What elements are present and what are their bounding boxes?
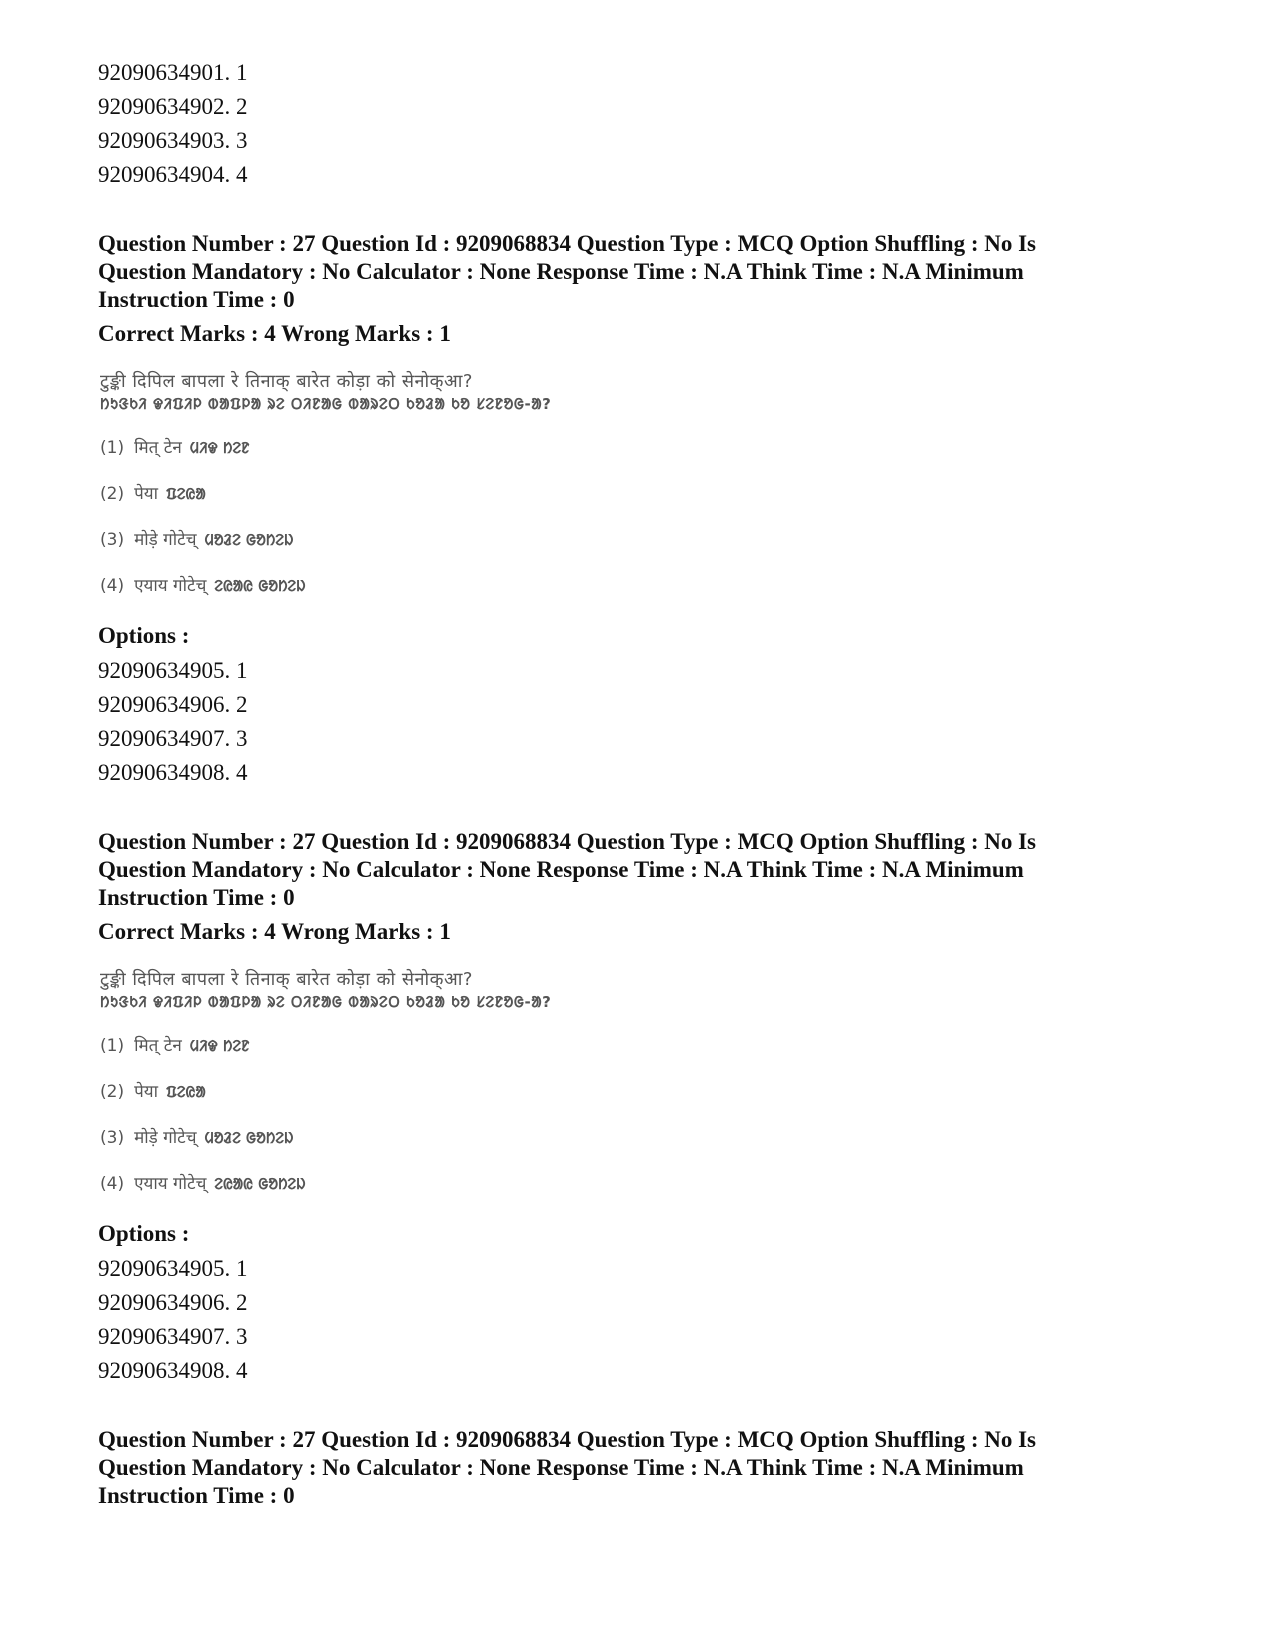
question-block [98,230,1178,790]
question-header-line: Question Number : 27 Question Id : 9209068834 Question Type : MCQ Option Shuffling : No Is [98,1427,1037,1452]
question-header-line: Question Mandatory : No Calculator : None Response Time : N.A Think Time : N.A Minimum [98,259,1024,284]
option-line: 92090634904. 4 [98,162,248,187]
choice-item: (3) मोड़े गोटेच् ᱢᱚᱲᱮ ᱜᱚᱴᱮᱡ [100,1128,294,1148]
option-line: 92090634905. 1 [98,1256,248,1281]
question-header-line: Instruction Time : 0 [98,287,295,312]
option-line: 92090634906. 2 [98,1290,248,1315]
question-text-olchiki: ᱴᱩᱝᱠᱤ ᱫᱤᱯᱤᱞ ᱵᱟᱯᱞᱟ ᱨᱮ ᱛᱤᱱᱟᱜ ᱵᱟᱨᱮᱛ ᱠᱚᱲᱟ ᱠᱚ ᱥᱮᱱᱚᱜ-ᱟ? [100,993,552,1011]
question-block [98,828,1178,1388]
option-line: 92090634908. 4 [98,760,248,785]
question-header-line: Instruction Time : 0 [98,885,295,910]
option-line: 92090634907. 3 [98,726,248,751]
question-text-olchiki: ᱴᱩᱝᱠᱤ ᱫᱤᱯᱤᱞ ᱵᱟᱯᱞᱟ ᱨᱮ ᱛᱤᱱᱟᱜ ᱵᱟᱨᱮᱛ ᱠᱚᱲᱟ ᱠᱚ ᱥᱮᱱᱚᱜ-ᱟ? [100,395,552,413]
choice-item: (3) मोड़े गोटेच् ᱢᱚᱲᱮ ᱜᱚᱴᱮᱡ [100,530,294,550]
document-page [98,56,1178,1510]
option-line: 92090634907. 3 [98,1324,248,1349]
question-header-line: Question Mandatory : No Calculator : None Response Time : N.A Think Time : N.A Minimum [98,1455,1024,1480]
option-line: 92090634906. 2 [98,692,248,717]
option-line: 92090634901. 1 [98,60,248,85]
choice-item: (1) मित् टेन ᱢᱤᱫ ᱴᱮᱱ [100,438,250,458]
previous-options-list [98,56,1178,192]
option-line: 92090634908. 4 [98,1358,248,1383]
marks-line: Correct Marks : 4 Wrong Marks : 1 [98,919,451,944]
question-header-line: Instruction Time : 0 [98,1483,295,1508]
options-label: Options : [98,1221,190,1246]
choice-item: (4) एयाय गोटेच् ᱮᱭᱟᱭ ᱜᱚᱴᱮᱡ [100,1174,306,1194]
question-header-line: Question Number : 27 Question Id : 9209068834 Question Type : MCQ Option Shuffling : No Is [98,231,1037,256]
question-block [98,1426,1178,1510]
choice-item: (1) मित् टेन ᱢᱤᱫ ᱴᱮᱱ [100,1036,250,1056]
question-header-line: Question Mandatory : No Calculator : None Response Time : N.A Think Time : N.A Minimum [98,857,1024,882]
question-text-devanagari: टुङ्की दिपिल बापला रे तिनाक् बारेत कोड़ा को सेनोक्आ? [100,969,473,990]
option-line: 92090634903. 3 [98,128,248,153]
choice-item: (2) पेया ᱯᱮᱭᱟ [100,484,206,504]
question-text-devanagari: टुङ्की दिपिल बापला रे तिनाक् बारेत कोड़ा को सेनोक्आ? [100,371,473,392]
marks-line: Correct Marks : 4 Wrong Marks : 1 [98,321,451,346]
question-image [100,968,560,1196]
question-header-line: Question Number : 27 Question Id : 9209068834 Question Type : MCQ Option Shuffling : No Is [98,829,1037,854]
choice-item: (4) एयाय गोटेच् ᱮᱭᱟᱭ ᱜᱚᱴᱮᱡ [100,576,306,596]
options-label: Options : [98,623,190,648]
option-line: 92090634905. 1 [98,658,248,683]
choice-item: (2) पेया ᱯᱮᱭᱟ [100,1082,206,1102]
option-line: 92090634902. 2 [98,94,248,119]
question-image [100,370,560,598]
